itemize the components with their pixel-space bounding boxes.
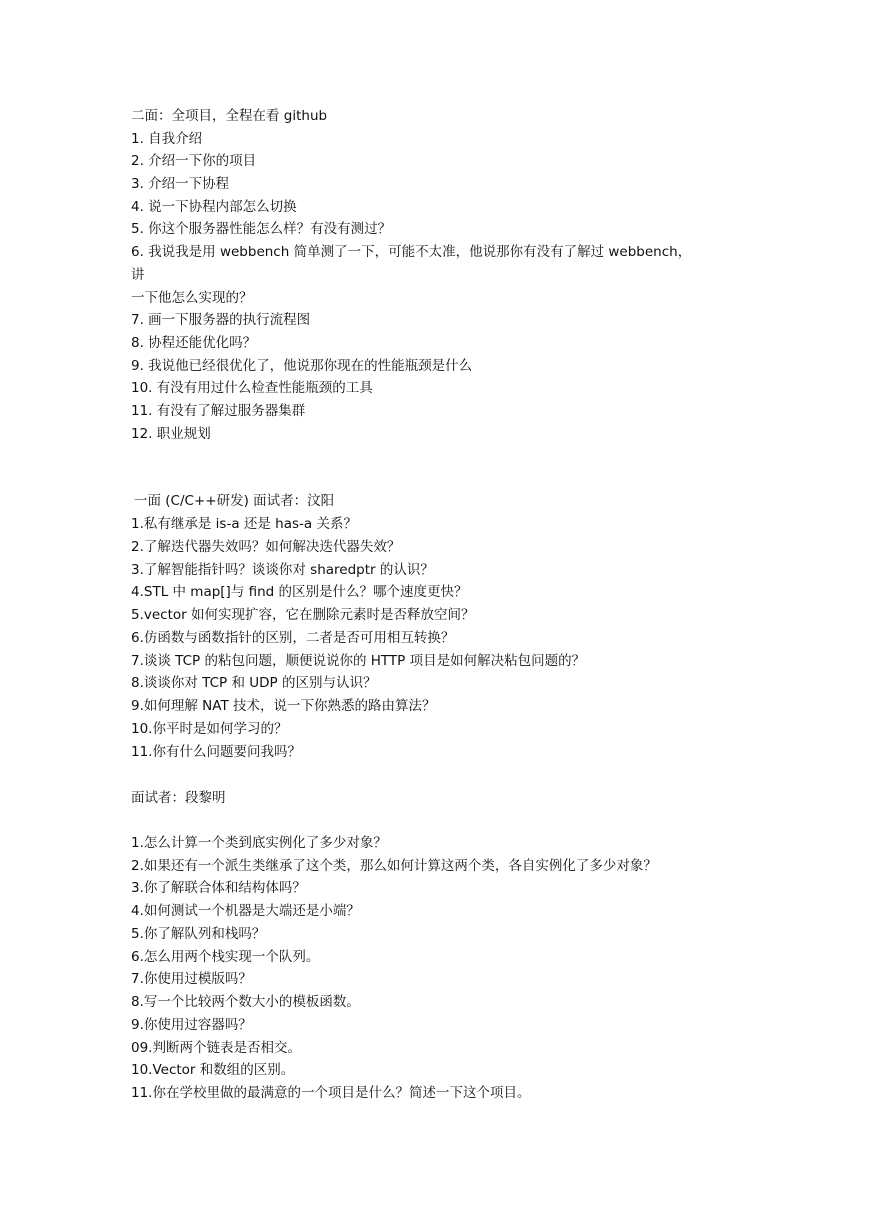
section2-item-1: 1.私有继承是 is-a 还是 has-a 关系？ [131,516,357,532]
section3-item-7: 7.你使用过模版吗？ [131,971,252,987]
section2-title: 一面 (C/C++研发) 面试者：汶阳 [134,493,335,509]
section3-item-3: 3.你了解联合体和结构体吗？ [131,880,306,896]
section1-item-6-cont2: 一下他怎么实现的？ [131,290,253,306]
section2-item-8: 8.谈谈你对 TCP 和 UDP 的区别与认识？ [131,675,377,691]
section3-item-10: 09.判断两个链表是否相交。 [131,1040,301,1056]
section3-item-6: 6.怎么用两个栈实现一个队列。 [131,949,320,965]
section2-item-10: 10.你平时是如何学习的？ [131,721,288,737]
section1-item-2: 2. 介绍一下你的项目 [131,153,257,169]
section3-item-9: 9.你使用过容器吗？ [131,1017,252,1033]
section2-item-3: 3.了解智能指针吗？谈谈你对 sharedptr 的认识？ [131,562,434,578]
section2-item-11: 11.你有什么问题要问我吗？ [131,744,301,760]
section3-title: 面试者：段黎明 [131,790,226,806]
section1-item-10: 10. 有没有用过什么检查性能瓶颈的工具 [131,380,373,396]
section3-item-4: 4.如何测试一个机器是大端还是小端？ [131,903,360,919]
section1-item-4: 4. 说一下协程内部怎么切换 [131,199,297,215]
section1-item-8: 8. 协程还能优化吗？ [131,335,257,351]
section3-item-2: 2.如果还有一个派生类继承了这个类，那么如何计算这两个类，各自实例化了多少对象？ [131,858,657,874]
section2-item-4: 4.STL 中 map[]与 find 的区别是什么？哪个速度更快？ [131,584,468,600]
section3-item-11: 10.Vector 和数组的区别。 [131,1062,295,1078]
section1-item-12: 12. 职业规划 [131,426,211,442]
section1-item-7: 7. 画一下服务器的执行流程图 [131,312,311,328]
section1-item-3: 3. 介绍一下协程 [131,176,230,192]
section1-item-6-cont: 讲 [131,267,145,283]
section1-item-1: 1. 自我介绍 [131,131,203,147]
section2-item-6: 6.仿函数与函数指针的区别，二者是否可用相互转换？ [131,630,455,646]
section3-item-1: 1.怎么计算一个类到底实例化了多少对象？ [131,835,387,851]
section1-title: 二面：全项目，全程在看 github [131,108,328,124]
section1-item-5: 5. 你这个服务器性能怎么样？有没有测过？ [131,221,392,237]
section3-item-5: 5.你了解队列和栈吗？ [131,926,266,942]
section2-item-5: 5.vector 如何实现扩容，它在删除元素时是否释放空间？ [131,607,475,623]
section2-item-7: 7.谈谈 TCP 的粘包问题，顺便说说你的 HTTP 项目是如何解决粘包问题的？ [131,653,586,669]
section1-item-9: 9. 我说他已经很优化了，他说那你现在的性能瓶颈是什么 [131,358,473,374]
section3-item-12: 11.你在学校里做的最满意的一个项目是什么？简述一下这个项目。 [131,1085,531,1101]
section1-item-6: 6. 我说我是用 webbench 简单测了一下，可能不太准，他说那你有没有了解过 webbench， [131,244,692,260]
section2-item-9: 9.如何理解 NAT 技术，说一下你熟悉的路由算法？ [131,698,436,714]
section2-item-2: 2.了解迭代器失效吗？如何解决迭代器失效？ [131,539,401,555]
section1-item-11: 11. 有没有了解过服务器集群 [131,403,306,419]
section3-item-8: 8.写一个比较两个数大小的模板函数。 [131,994,360,1010]
